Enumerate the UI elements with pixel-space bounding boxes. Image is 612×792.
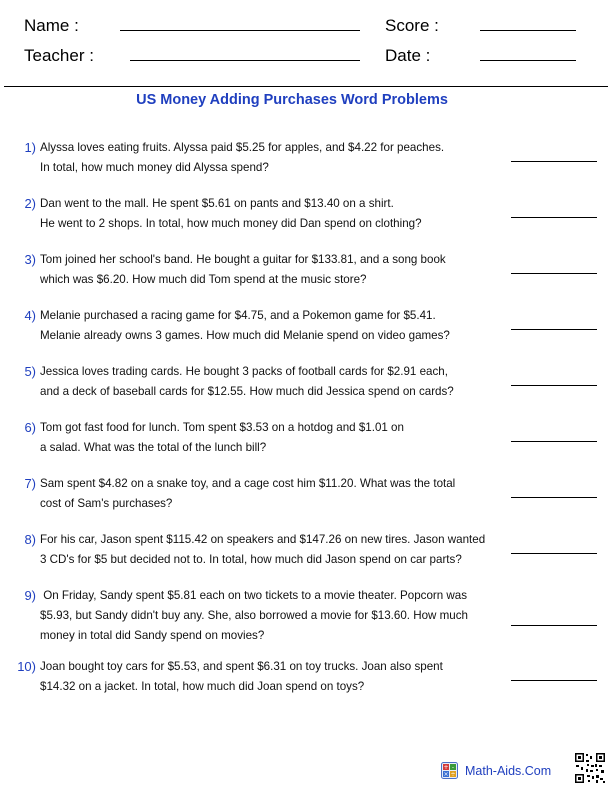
problem-1 [0, 140, 612, 188]
problem-text-line: In total, how much money did Alyssa spend? [40, 161, 269, 174]
problem-number: 3) [24, 252, 36, 267]
svg-text:÷: ÷ [450, 771, 456, 778]
problem-number: 1) [24, 140, 36, 155]
score-label: Score : [385, 16, 439, 35]
answer-blank[interactable] [511, 217, 597, 218]
problem-text-line: which was $6.20. How much did Tom spend at the music store? [40, 273, 367, 286]
answer-blank[interactable] [511, 273, 597, 274]
problem-10 [0, 659, 612, 707]
problem-text-line: Jessica loves trading cards. He bought 3 packs of football cards for $2.91 each, [40, 365, 448, 378]
problem-number: 9) [24, 588, 36, 603]
site-link[interactable]: Math-Aids.Com [465, 764, 552, 778]
problem-text-line: $14.32 on a jacket. In total, how much did Joan spend on toys? [40, 680, 365, 693]
problem-text-line: Sam spent $4.82 on a snake toy, and a cage cost him $11.20. What was the total [40, 477, 456, 490]
problem-text-line: For his car, Jason spent $115.42 on speakers and $147.26 on new tires. Jason wanted [40, 533, 486, 546]
problem-text-line: $5.93, but Sandy didn't buy any. She, also borrowed a movie for $13.60. How much [40, 609, 469, 622]
problem-number: 4) [24, 308, 36, 323]
problem-text-line: Tom got fast food for lunch. Tom spent $3.53 on a hotdog and $1.01 on [40, 421, 404, 434]
problem-number: 6) [24, 420, 36, 435]
answer-blank[interactable] [511, 385, 597, 386]
svg-text:+: + [443, 764, 449, 771]
date-field[interactable] [480, 60, 576, 61]
answer-blank[interactable] [511, 441, 597, 442]
problem-text-line: Joan bought toy cars for $5.53, and spent $6.31 on toy trucks. Joan also spent [40, 660, 443, 673]
problem-7 [0, 476, 612, 524]
problem-text-line: Dan went to the mall. He spent $5.61 on pants and $13.40 on a shirt. [40, 197, 394, 210]
problem-4 [0, 308, 612, 356]
problem-text-line: Melanie purchased a racing game for $4.75, and a Pokemon game for $5.41. [40, 309, 436, 322]
teacher-label: Teacher : [24, 46, 94, 65]
problem-3 [0, 252, 612, 300]
answer-blank[interactable] [511, 680, 597, 681]
svg-text:×: × [443, 771, 449, 778]
answer-blank[interactable] [511, 161, 597, 162]
problem-text-line: Alyssa loves eating fruits. Alyssa paid $5.25 for apples, and $4.22 for peaches. [40, 141, 445, 154]
answer-blank[interactable] [511, 497, 597, 498]
answer-blank[interactable] [511, 553, 597, 554]
problem-number: 2) [24, 196, 36, 211]
date-label: Date : [385, 46, 431, 65]
qr-code-icon [574, 752, 606, 784]
score-field[interactable] [480, 30, 576, 31]
problem-number: 8) [24, 532, 36, 547]
header-divider [4, 86, 608, 87]
problem-text-line: cost of Sam's purchases? [40, 497, 173, 510]
problem-text-line: a salad. What was the total of the lunch bill? [40, 441, 267, 454]
teacher-field[interactable] [130, 60, 360, 61]
problem-text-line: On Friday, Sandy spent $5.81 each on two tickets to a movie theater. Popcorn was [40, 589, 468, 602]
problem-8 [0, 532, 612, 580]
problem-number: 7) [24, 476, 36, 491]
problem-text-line: Melanie already owns 3 games. How much did Melanie spend on video games? [40, 329, 450, 342]
problem-5 [0, 364, 612, 412]
problem-number: 10) [17, 659, 36, 674]
problem-9 [0, 588, 612, 648]
problem-text-line: He went to 2 shops. In total, how much money did Dan spend on clothing? [40, 217, 422, 230]
answer-blank[interactable] [511, 329, 597, 330]
problem-text-line: Tom joined her school's band. He bought a guitar for $133.81, and a song book [40, 253, 446, 266]
name-label: Name : [24, 16, 79, 35]
problem-text-line: and a deck of baseball cards for $12.55. How much did Jessica spend on cards? [40, 385, 454, 398]
problem-text-line: money in total did Sandy spend on movies? [40, 629, 265, 642]
problem-text-line: 3 CD's for $5 but decided not to. In total, how much did Jason spend on car parts? [40, 553, 462, 566]
problem-6 [0, 420, 612, 468]
answer-blank[interactable] [511, 625, 597, 626]
problem-number: 5) [24, 364, 36, 379]
worksheet-title: US Money Adding Purchases Word Problems [136, 92, 448, 108]
calculator-icon [441, 762, 458, 779]
svg-text:-: - [451, 764, 455, 771]
problem-2 [0, 196, 612, 244]
name-field[interactable] [120, 30, 360, 31]
